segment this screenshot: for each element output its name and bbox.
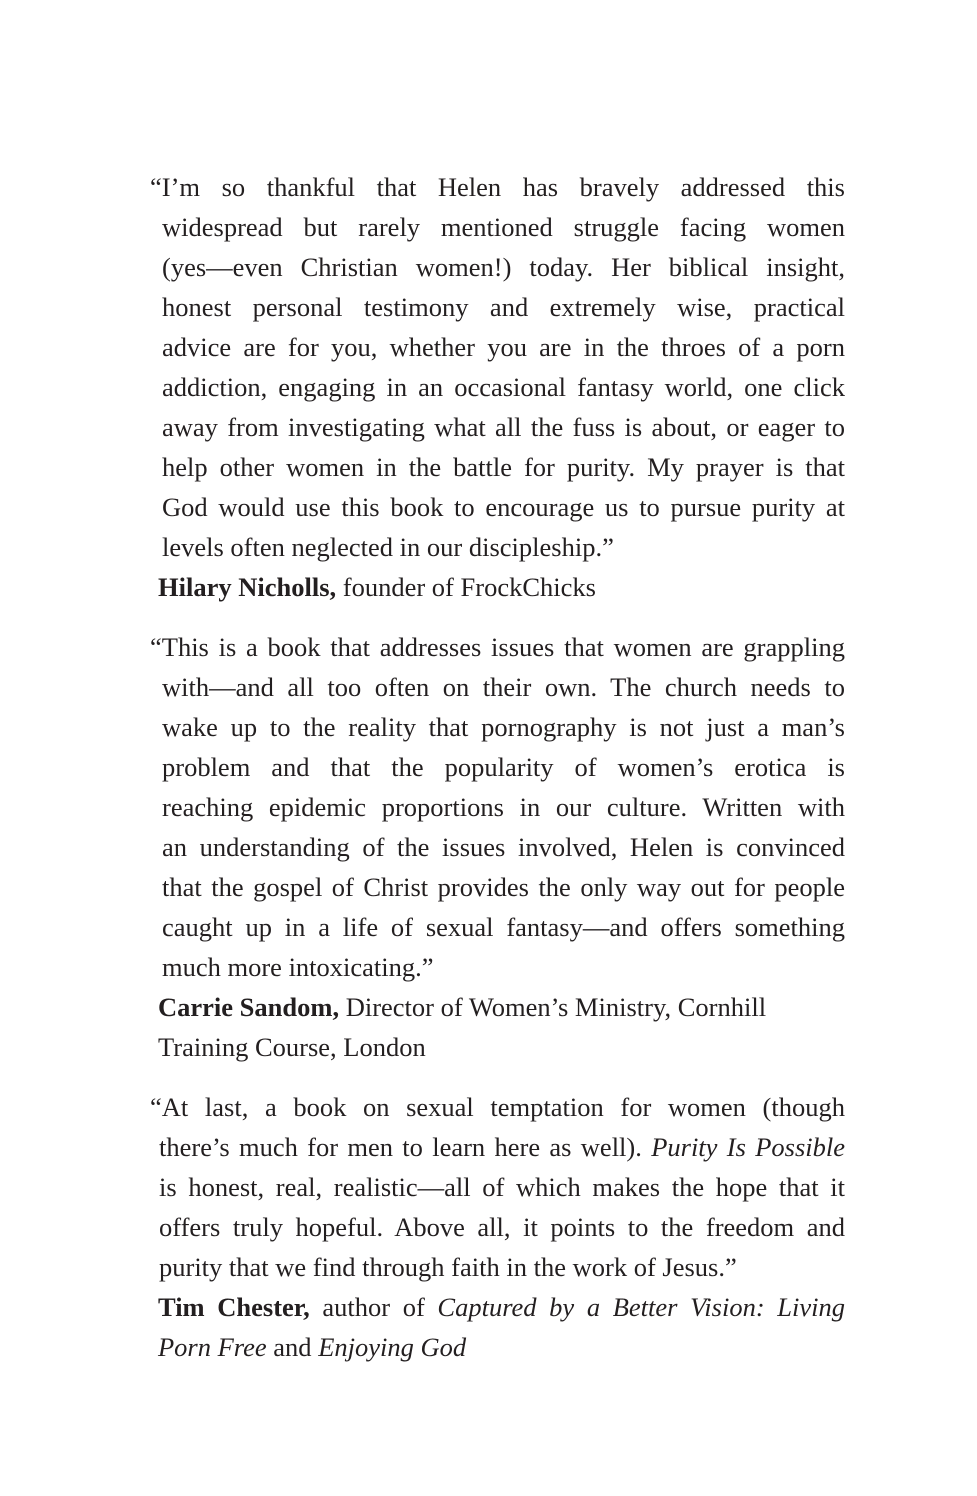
endorsements-page	[0, 167, 977, 1387]
endorser-description: Director of Women’s Ministry, Cornhill	[339, 992, 767, 1022]
quote-line: much more intoxicating.”	[162, 952, 434, 982]
book-title: Porn Free	[158, 1332, 267, 1362]
quote-line: levels often neglected in our discipleship.”	[162, 532, 614, 562]
endorser-description: founder of FrockChicks	[336, 572, 596, 602]
endorser-name: Hilary Nicholls,	[158, 572, 337, 602]
quote-line: God would use this book to encourage us to pursue purity at	[162, 492, 845, 522]
quote-text: there’s much for men to learn here as well).	[159, 1132, 652, 1162]
attribution-line	[158, 567, 845, 607]
quote-line: away from investigating what all the fuss is about, or eager to	[162, 412, 845, 442]
quote-line: honest personal testimony and extremely wise, practical	[162, 292, 845, 322]
endorser-description: and	[266, 1332, 319, 1362]
book-title: Enjoying God	[318, 1332, 467, 1362]
endorsement-quote	[0, 1087, 977, 1287]
quote-line: widespread but rarely mentioned struggle facing women	[162, 212, 845, 242]
quote-line: advice are for you, whether you are in the throes of a porn	[162, 332, 845, 362]
quote-line: “At last, a book on sexual temptation for women (though	[150, 1092, 845, 1122]
quote-line: “This is a book that addresses issues that women are grappling	[150, 632, 845, 662]
book-title: Captured by a Better Vision: Living	[437, 1292, 846, 1322]
book-title: Purity Is Possible	[651, 1132, 845, 1162]
endorser-name: Carrie Sandom,	[158, 992, 340, 1022]
endorsement-quote	[0, 167, 977, 567]
endorsement	[0, 167, 977, 607]
endorsement-attribution	[0, 987, 977, 1067]
quote-line: problem and that the popularity of women’s erotica is	[162, 752, 845, 782]
attribution-line	[158, 1287, 845, 1327]
quote-line: “I’m so thankful that Helen has bravely addressed this	[150, 172, 845, 202]
endorsement-quote	[0, 627, 977, 987]
attribution-line	[158, 987, 845, 1027]
endorser-description: author of	[309, 1292, 438, 1322]
quote-line	[159, 1127, 845, 1167]
quote-line: (yes—even Christian women!) today. Her biblical insight,	[162, 252, 845, 282]
endorsement-attribution	[0, 1287, 977, 1367]
endorser-name: Tim Chester,	[158, 1292, 310, 1322]
quote-line: caught up in a life of sexual fantasy—and offers something	[162, 912, 845, 942]
endorsement-attribution	[0, 567, 977, 607]
quote-line: addiction, engaging in an occasional fantasy world, one click	[162, 372, 845, 402]
quote-line: with—and all too often on their own. The church needs to	[162, 672, 845, 702]
attribution-line	[158, 1027, 845, 1067]
quote-line: help other women in the battle for purity. My prayer is that	[162, 452, 845, 482]
quote-line: purity that we find through faith in the work of Jesus.”	[159, 1252, 737, 1282]
endorsement	[0, 627, 977, 1067]
quote-line: that the gospel of Christ provides the only way out for people	[162, 872, 845, 902]
quote-line: wake up to the reality that pornography is not just a man’s	[162, 712, 845, 742]
quote-line: reaching epidemic proportions in our culture. Written with	[162, 792, 845, 822]
endorsement	[0, 1087, 977, 1367]
quote-line: an understanding of the issues involved, Helen is convinced	[162, 832, 845, 862]
quote-line: offers truly hopeful. Above all, it points to the freedom and	[159, 1212, 845, 1242]
endorser-description: Training Course, London	[158, 1032, 426, 1062]
attribution-line	[158, 1327, 845, 1367]
quote-line: is honest, real, realistic—all of which makes the hope that it	[159, 1172, 845, 1202]
